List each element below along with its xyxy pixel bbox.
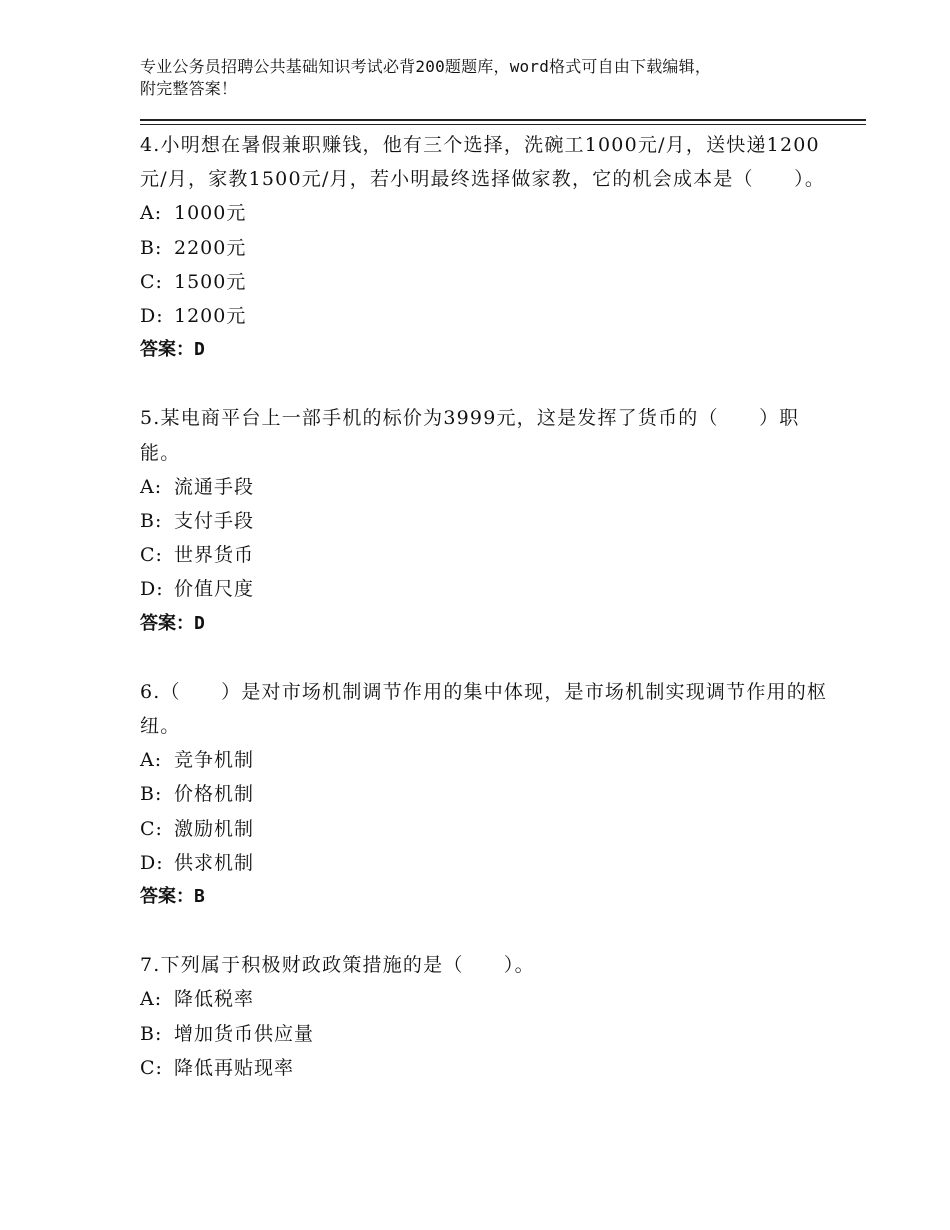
option-text: 供求机制 — [174, 851, 255, 874]
question-6 — [140, 675, 830, 914]
option-text: 世界货币 — [174, 544, 255, 567]
option-text: 价值尺度 — [174, 578, 255, 601]
option-c — [140, 538, 830, 572]
document-header — [140, 56, 820, 100]
option-text: 1000元 — [174, 202, 247, 225]
option-letter: B: — [140, 783, 163, 806]
header-line-2: 附完整答案！ — [140, 79, 238, 98]
option-letter: C: — [140, 1056, 163, 1079]
option-text: 降低税率 — [174, 988, 255, 1011]
option-a — [140, 743, 830, 777]
question-7 — [140, 948, 830, 1085]
answer-line: 答案：D — [140, 339, 205, 361]
option-text: 2200元 — [174, 236, 247, 259]
option-text: 竞争机制 — [174, 749, 255, 772]
option-c — [140, 1051, 830, 1085]
question-4 — [140, 128, 830, 367]
header-line-1: 专业公务员招聘公共基础知识考试必背200题题库，word格式可自由下载编辑， — [140, 57, 712, 76]
option-letter: D: — [140, 578, 164, 601]
header-divider-thick — [140, 119, 866, 121]
option-letter: D: — [140, 851, 164, 874]
question-5 — [140, 401, 830, 640]
option-text: 增加货币供应量 — [174, 1022, 315, 1045]
option-d — [140, 572, 830, 606]
option-letter: C: — [140, 270, 163, 293]
question-stem: 4.小明想在暑假兼职赚钱，他有三个选择，洗碗工1000元/月，送快递1200元/月，家教1500元/月，若小明最终选择做家教，它的机会成本是（ ）。 — [140, 134, 826, 191]
option-d — [140, 846, 830, 880]
option-letter: A: — [140, 475, 163, 498]
option-b — [140, 1017, 830, 1051]
option-letter: B: — [140, 236, 163, 259]
question-stem: 6.（ ）是对市场机制调节作用的集中体现，是市场机制实现调节作用的枢纽。 — [140, 680, 828, 738]
option-text: 价格机制 — [174, 783, 255, 806]
option-text: 1500元 — [174, 270, 247, 293]
option-text: 激励机制 — [174, 817, 255, 840]
answer-line: 答案：D — [140, 612, 205, 634]
option-text: 降低再贴现率 — [174, 1056, 295, 1079]
option-c — [140, 265, 830, 299]
option-text: 流通手段 — [174, 475, 255, 498]
option-b — [140, 231, 830, 265]
option-letter: B: — [140, 1022, 163, 1045]
option-letter: A: — [140, 988, 163, 1011]
option-letter: C: — [140, 817, 163, 840]
question-list — [140, 128, 830, 1085]
option-letter: A: — [140, 202, 163, 225]
question-stem: 7.下列属于积极财政政策措施的是（ ）。 — [140, 954, 535, 977]
option-a — [140, 470, 830, 504]
option-letter: A: — [140, 749, 163, 772]
option-letter: B: — [140, 510, 163, 533]
answer-line: 答案：B — [140, 886, 205, 908]
option-a — [140, 196, 830, 230]
question-stem: 5.某电商平台上一部手机的标价为3999元，这是发挥了货币的（ ）职能。 — [140, 407, 800, 464]
option-letter: C: — [140, 544, 163, 567]
header-divider-thin — [140, 124, 866, 125]
option-a — [140, 982, 830, 1016]
option-d — [140, 299, 830, 333]
option-text: 支付手段 — [174, 510, 255, 533]
option-b — [140, 777, 830, 811]
option-text: 1200元 — [174, 305, 247, 328]
option-letter: D: — [140, 305, 164, 328]
option-b — [140, 504, 830, 538]
option-c — [140, 812, 830, 846]
